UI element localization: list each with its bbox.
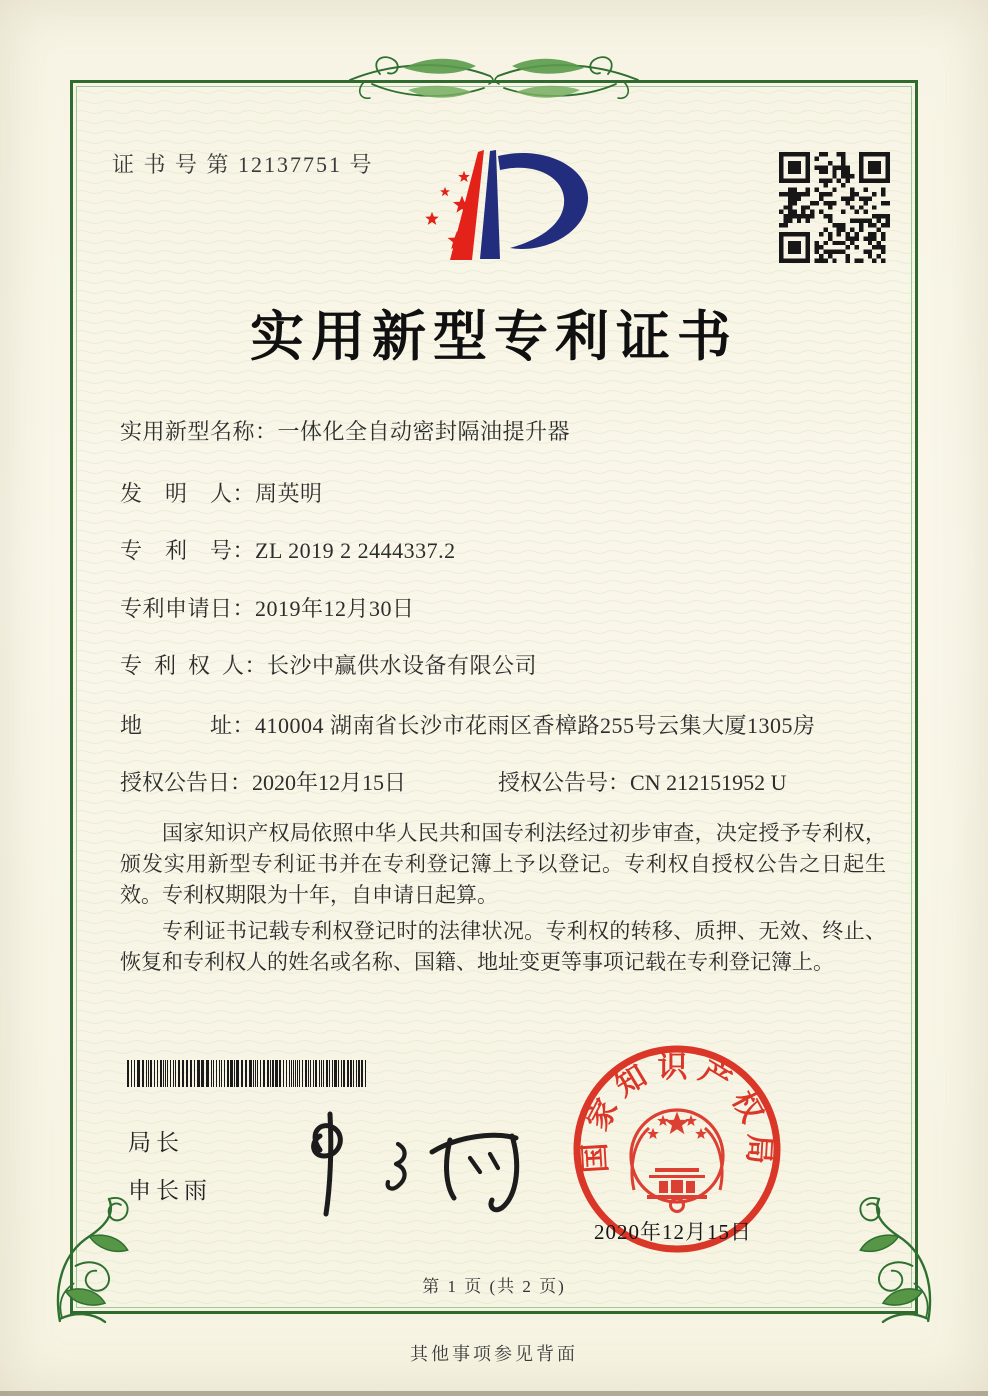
field-value: ZL 2019 2 2444337.2 [255, 538, 456, 563]
director-name: 申长雨 [128, 1178, 212, 1203]
field-utility-model-name [120, 415, 900, 446]
back-note: 其他事项参见背面 [410, 1344, 578, 1364]
cnipa-patent-logo-icon [418, 136, 630, 296]
field-grant-number [498, 766, 786, 797]
national-emblem-icon [631, 1110, 723, 1212]
seal-text: 国家知识产权局 [578, 1050, 776, 1174]
grant-row [120, 766, 900, 797]
certificate-number: 证 书 号 第 12137751 号 [112, 152, 374, 177]
field-label: 专 利 权 人： [120, 653, 268, 678]
field-value: 周英明 [255, 481, 323, 506]
field-value: 一体化全自动密封隔油提升器 [277, 419, 571, 444]
field-patent-number [120, 534, 900, 565]
qr-code-icon [779, 152, 890, 263]
director-signature-icon [268, 1106, 530, 1224]
barcode-icon [125, 1060, 372, 1087]
field-patentee [120, 649, 900, 680]
page-number: 第 1 页 (共 2 页) [422, 1277, 566, 1296]
certificate-title: 实用新型专利证书 [250, 307, 738, 367]
seal-date: 2020年12月15日 [594, 1220, 752, 1244]
field-value: 410004 湖南省长沙市花雨区香樟路255号云集大厦1305房 [255, 713, 816, 738]
legal-paragraph-1: 国家知识产权局依照中华人民共和国专利法经过初步审查，决定授予专利权，颁发实用新型专利证书并在专利登记簿上予以登记。专利权自授权公告之日起生效。专利权期限为十年，自申请日起算。 [120, 821, 886, 907]
field-label: 授权公告日： [120, 770, 253, 795]
field-value: 2019年12月30日 [255, 596, 415, 621]
field-address [120, 709, 900, 740]
field-value: 2020年12月15日 [252, 770, 407, 795]
field-label: 地 址： [120, 713, 256, 738]
field-value: CN 212151952 U [630, 770, 787, 795]
field-label: 专利申请日： [120, 596, 256, 621]
field-filing-date [120, 592, 900, 623]
field-label: 授权公告号： [498, 770, 631, 795]
director-title-label: 局长 [128, 1130, 184, 1155]
legal-paragraph-2: 专利证书记载专利权登记时的法律状况。专利权的转移、质押、无效、终止、恢复和专利权人的姓名或名称、国籍、地址变更等事项记载在专利登记簿上。 [120, 919, 886, 974]
field-grant-date [120, 770, 406, 795]
field-label: 实用新型名称： [120, 419, 278, 444]
field-inventor [120, 477, 900, 508]
legal-text [120, 818, 886, 983]
field-label: 专 利 号： [120, 538, 256, 563]
field-label: 发 明 人： [120, 481, 256, 506]
field-value: 长沙中赢供水设备有限公司 [267, 653, 538, 678]
